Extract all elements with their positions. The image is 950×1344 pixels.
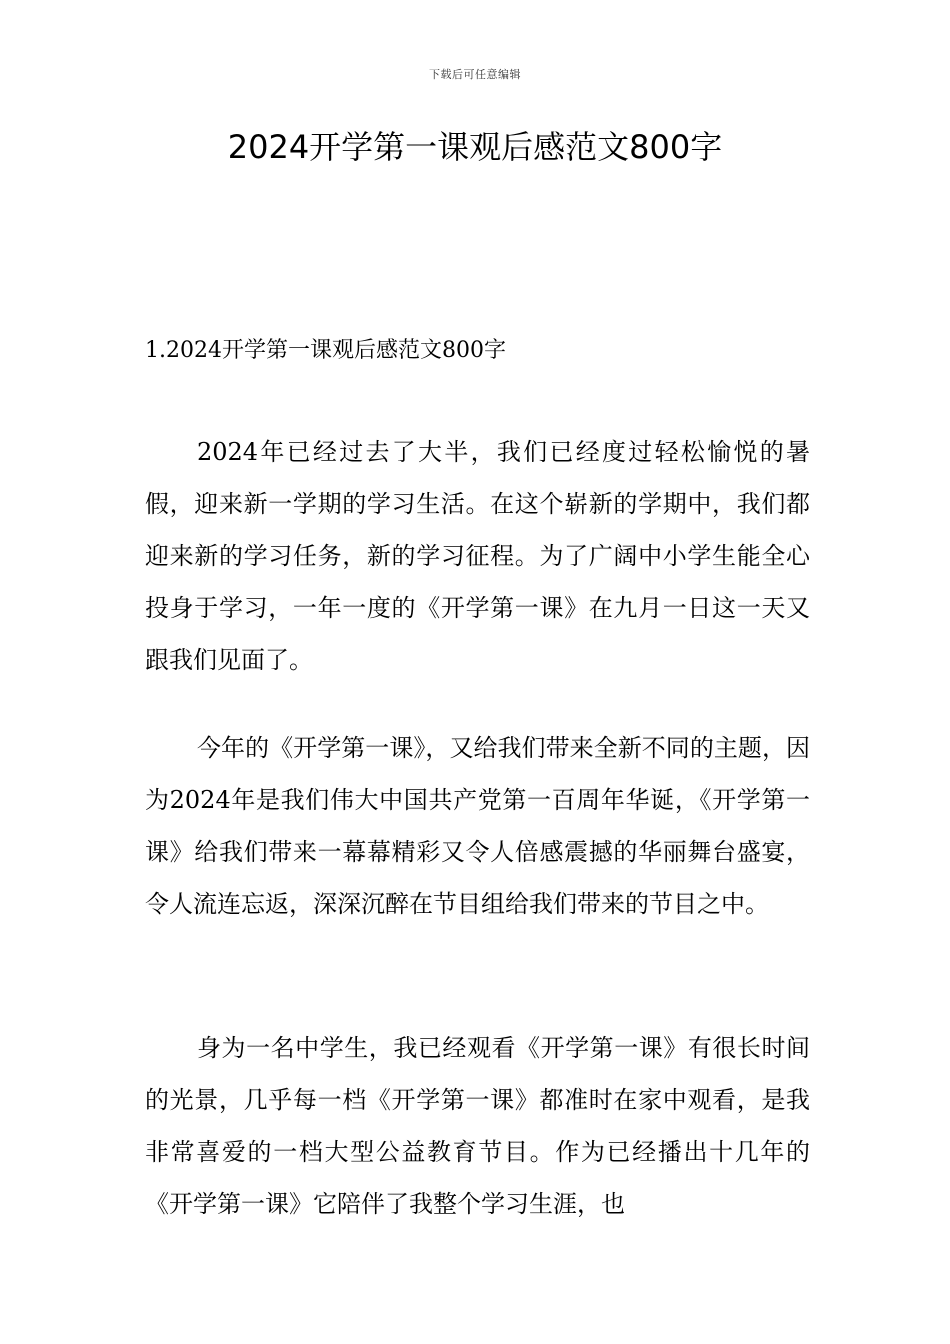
header-note: 下载后可任意编辑	[429, 68, 521, 81]
body-paragraph-3: 身为一名中学生，我已经观看《开学第一课》有很长时间的光景，几乎每一档《开学第一课》都准时在家中观看，是我非常喜爱的一档大型公益教育节目。作为已经播出十几年的《开学第一课》它陪伴了我整个学习生涯，也	[145, 1034, 810, 1218]
section-heading: 1.2024开学第一课观后感范文800字	[145, 338, 506, 363]
body-paragraph-2: 今年的《开学第一课》，又给我们带来全新不同的主题，因为2024年是我们伟大中国共产党第一百周年华诞，《开学第一课》给我们带来一幕幕精彩又令人倍感震撼的华丽舞台盛宴，令人流连忘返，深深沉醉在节目组给我们带来的节目之中。	[145, 734, 810, 918]
body-paragraph-1: 2024年已经过去了大半，我们已经度过轻松愉悦的暑假，迎来新一学期的学习生活。在这个崭新的学期中，我们都迎来新的学习任务，新的学习征程。为了广阔中小学生能全心投身于学习，一年一度的《开学第一课》在九月一日这一天又跟我们见面了。	[145, 438, 810, 674]
document-title: 2024开学第一课观后感范文800字	[227, 128, 723, 166]
